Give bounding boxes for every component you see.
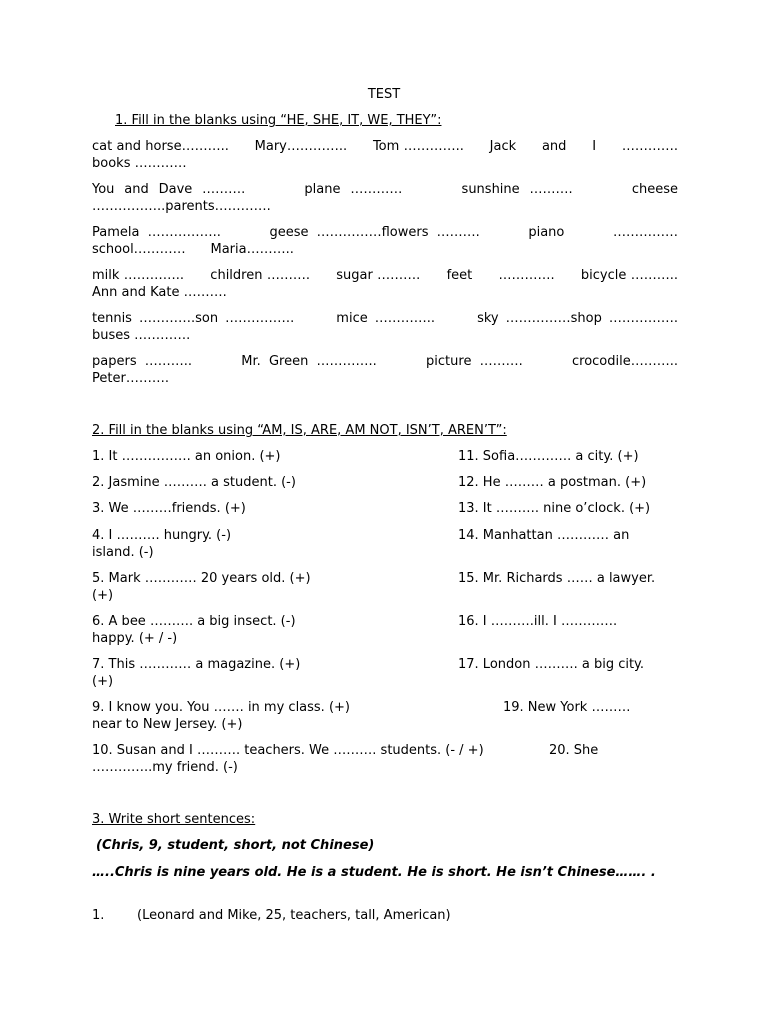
example-prompt: (Chris, 9, student, short, not Chinese)	[96, 838, 375, 853]
section-1-row	[92, 181, 703, 215]
section-1-row-text: papers ……….. Mr. Green ………….. picture ………. crocodile……….. Peter……….	[92, 354, 703, 386]
section-2-heading: 2. Fill in the blanks using “AM, IS, ARE, AM NOT, ISN’T, AREN’T”:	[92, 423, 507, 438]
exercise-line: (+)	[92, 674, 114, 689]
exercise-item	[92, 907, 451, 924]
exercise-line: 5. Mark ………… 20 years old. (+)	[92, 571, 311, 586]
exercise-line: near to New Jersey. (+)	[92, 717, 243, 732]
exercise-line: 10. Susan and I ………. teachers. We ………. students. (- / +)	[92, 743, 484, 758]
exercise-line: …………..my friend. (-)	[92, 760, 238, 775]
section-1-row-text: cat and horse……….. Mary………….. Tom ………….. Jack and I …………. books …………	[92, 139, 703, 171]
exercise-line: 14. Manhattan ………… an	[458, 528, 630, 543]
section-1-row-text: Pamela …………….. geese ……………flowers ………. piano …………… school………… Maria………..	[92, 225, 703, 257]
example-answer: …..Chris is nine years old. He is a student. He is short. He isn’t Chinese……. .	[92, 865, 656, 880]
section-1-row	[92, 353, 703, 387]
exercise-line: 2. Jasmine ………. a student. (-)	[92, 475, 296, 490]
section-1-row	[92, 224, 703, 258]
item-number: 1.	[92, 908, 105, 923]
exercise-line: 12. He ……… a postman. (+)	[458, 475, 647, 490]
exercise-line: 16. I ……….ill. I ………….	[458, 614, 618, 629]
page-title: TEST	[367, 87, 401, 102]
exercise-line: 11. Sofia…………. a city. (+)	[458, 449, 639, 464]
exercise-line: 20. She	[549, 743, 599, 758]
exercise-line: island. (-)	[92, 545, 154, 560]
exercise-line: happy. (+ / -)	[92, 631, 178, 646]
section-1-row	[92, 310, 703, 344]
section-1-heading: 1. Fill in the blanks using “HE, SHE, IT, WE, THEY”:	[115, 113, 442, 128]
exercise-line: 7. This ………… a magazine. (+)	[92, 657, 301, 672]
section-1-row-text: milk ………….. children ………. sugar ………. feet …………. bicycle ……….. Ann and Kate ……….	[92, 268, 703, 300]
exercise-line: 1. It ……………. an onion. (+)	[92, 449, 281, 464]
section-1-row	[92, 138, 703, 172]
section-1-row-text: You and Dave ………. plane ………… sunshine ………. cheese ……………..parents………….	[92, 182, 703, 214]
exercise-line: 6. A bee ………. a big insect. (-)	[92, 614, 296, 629]
item-text: (Leonard and Mike, 25, teachers, tall, American)	[137, 908, 451, 923]
exercise-line: 4. I ………. hungry. (-)	[92, 528, 232, 543]
exercise-line: 3. We ………friends. (+)	[92, 501, 246, 516]
section-3-heading: 3. Write short sentences:	[92, 812, 256, 827]
exercise-line: 13. It ………. nine o’clock. (+)	[458, 501, 651, 516]
exercise-line: 19. New York ………	[503, 700, 631, 715]
exercise-line: 17. London ………. a big city.	[458, 657, 645, 672]
section-1-row	[92, 267, 703, 301]
exercise-line: 15. Mr. Richards …… a lawyer.	[458, 571, 656, 586]
section-1-row-text: tennis ………….son ……………. mice ………….. sky ……………shop ……………. buses ………….	[92, 311, 703, 343]
exercise-line: 9. I know you. You ……. in my class. (+)	[92, 700, 350, 715]
exercise-line: (+)	[92, 588, 114, 603]
